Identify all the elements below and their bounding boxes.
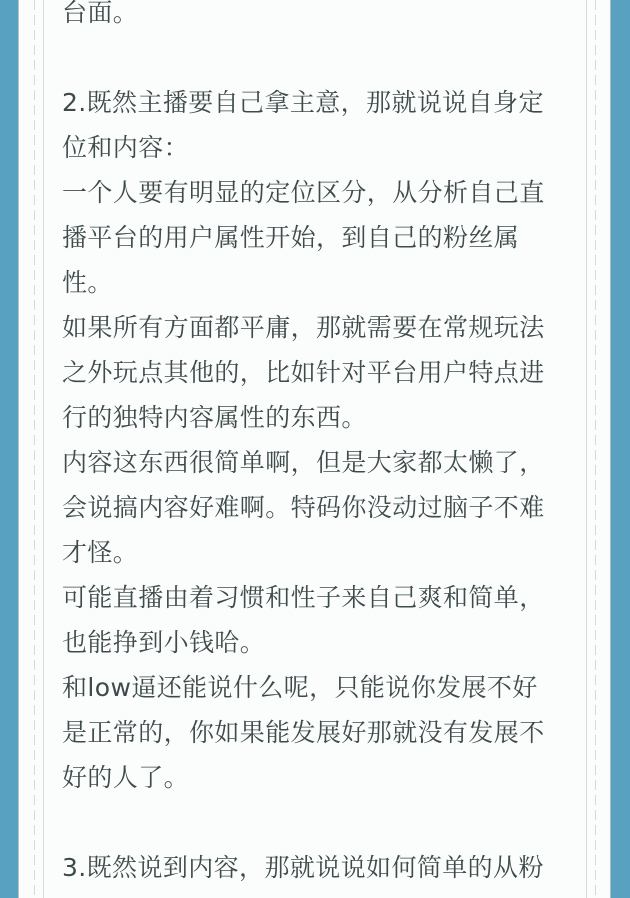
text-line: 才怪。 [62,538,139,567]
text-line [62,800,584,845]
text-line: 3.既然说到内容，那就说说如何简单的从粉 [62,853,544,882]
text-line: 如果所有方面都平庸，那就需要在常规玩法 [62,313,545,342]
solid-border-right [586,0,587,898]
text-line: 也能挣到小钱哈。 [62,628,266,657]
dashed-border-left [34,0,35,898]
text-line: 内容这东西很简单啊，但是大家都太懒了， [62,448,545,477]
text-line: 台面。 [62,0,139,27]
text-line: 会说搞内容好难啊。特码你没动过脑子不难 [62,493,545,522]
dashed-border-right [595,0,596,898]
text-line: 好的人了。 [62,763,190,792]
text-line: 性。 [62,268,113,297]
text-line: 可能直播由着习惯和性子来自己爽和简单， [62,583,545,612]
text-line: 和low逼还能说什么呢，只能说你发展不好 [62,673,538,702]
text-line: 之外玩点其他的，比如针对平台用户特点进 [62,358,545,387]
article-content [62,0,584,890]
text-line: 位和内容： [62,133,190,162]
solid-border-left [43,0,44,898]
text-line [62,35,584,80]
text-line: 一个人要有明显的定位区分，从分析自己直 [62,178,545,207]
text-line: 播平台的用户属性开始，到自己的粉丝属 [62,223,520,252]
text-line: 是正常的，你如果能发展好那就没有发展不 [62,718,545,747]
text-line: 2.既然主播要自己拿主意，那就说说自身定 [62,88,544,117]
text-line: 行的独特内容属性的东西。 [62,403,367,432]
